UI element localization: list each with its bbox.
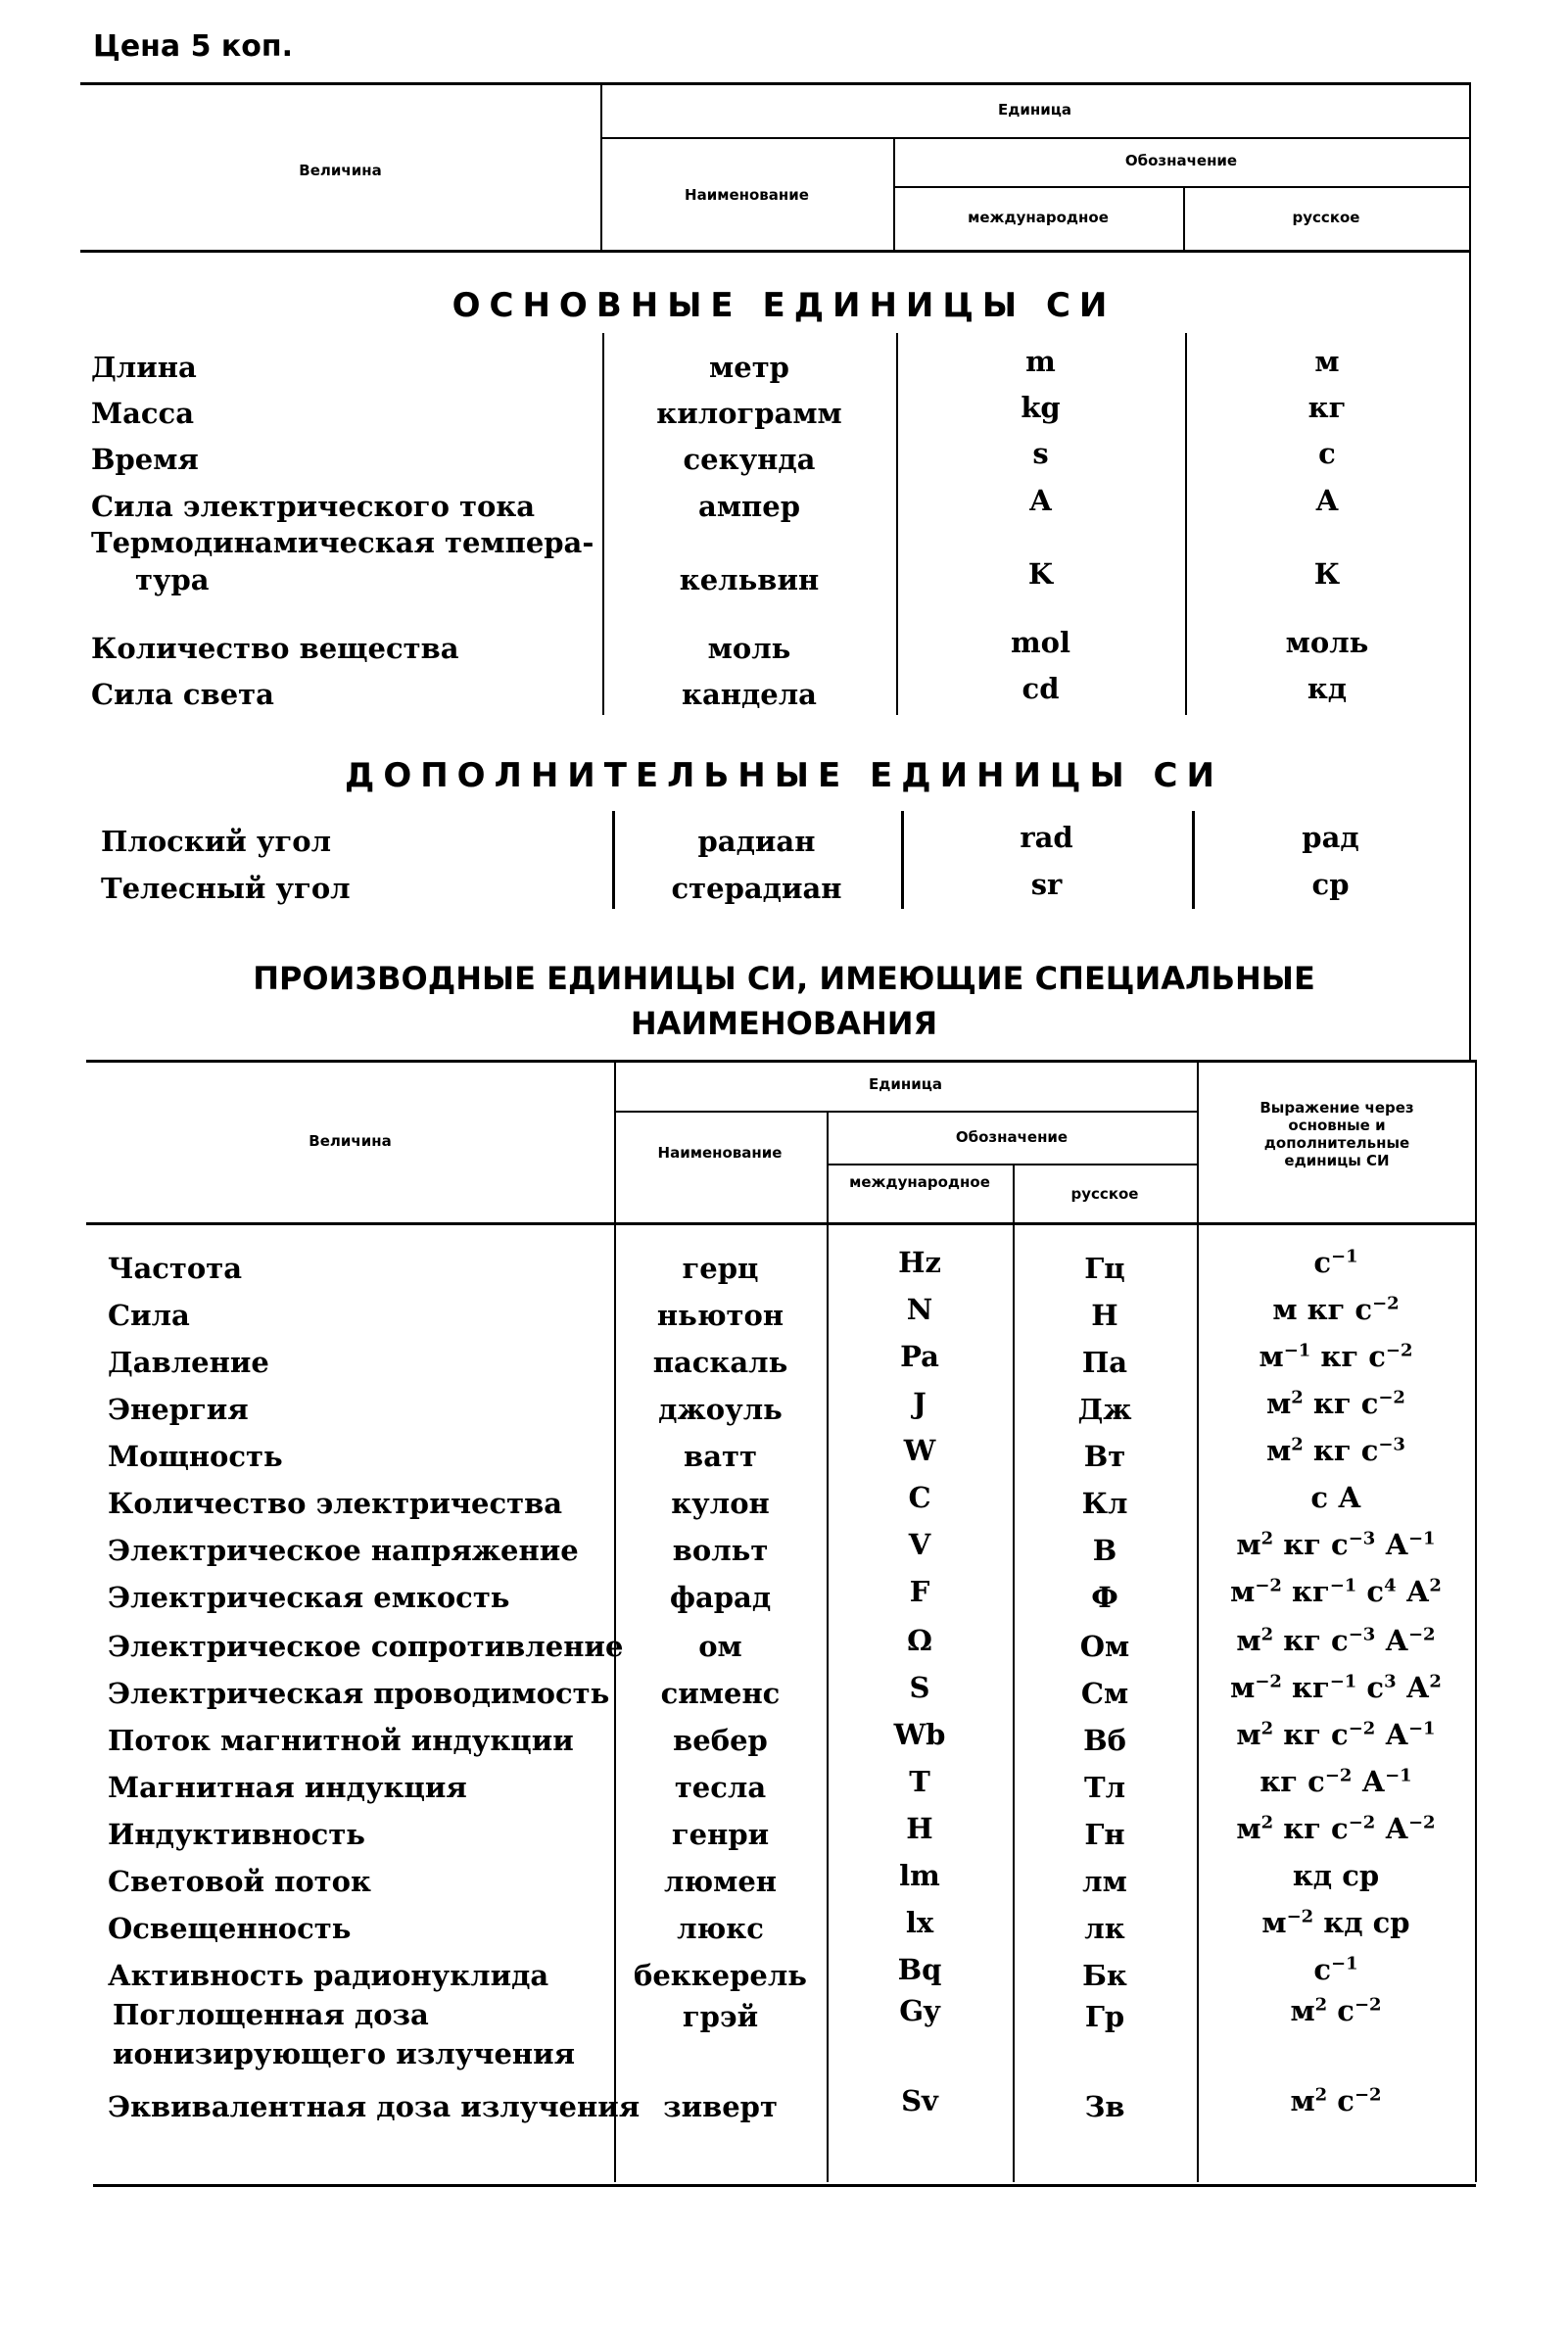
header2-designation: Обозначение <box>955 1128 1069 1146</box>
header2-top-rule <box>86 1060 1477 1063</box>
rus-symbol-cell: лк <box>1084 1912 1125 1945</box>
section-base-title: ОСНОВНЫЕ ЕДИНИЦЫ СИ <box>451 286 1117 325</box>
section-derived-title-line1: ПРОИЗВОДНЫЕ ЕДИНИЦЫ СИ, ИМЕЮЩИЕ СПЕЦИАЛЬНЫЕ <box>253 960 1315 997</box>
intl-symbol-cell: K <box>1027 557 1054 591</box>
intl-symbol-cell: S <box>909 1671 930 1704</box>
si-expression-cell: $м^2$ кг $с^{-2}$ <box>1266 1387 1405 1420</box>
intl-symbol-cell: kg <box>1021 391 1061 424</box>
si-expression-cell: $м^{-2}$ $кг^{-1}$ $с^3$ $А^2$ <box>1230 1671 1442 1704</box>
si-expression-cell: $м^2$ $с^{-2}$ <box>1290 2084 1382 2117</box>
rus-symbol-cell: кд <box>1307 672 1348 705</box>
header1-designation: Обозначение <box>1124 152 1238 169</box>
quantity-cell-cont: тура <box>135 563 210 596</box>
unit-name-cell: метр <box>709 351 789 384</box>
unit-name-cell: вебер <box>673 1724 768 1757</box>
header1-quantity: Величина <box>299 162 382 179</box>
header2-expression: Выражение через основные и дополнительные единицы СИ <box>1259 1099 1414 1169</box>
quantity-cell: Энергия <box>108 1393 249 1426</box>
rus-symbol-cell: рад <box>1302 821 1359 854</box>
quantity-cell: Активность радионуклида <box>108 1959 549 1992</box>
si-expression-cell: $м^{-1}$ кг $с^{-2}$ <box>1259 1340 1413 1373</box>
si-expression-cell: кг $с^{-2}$ $А^{-1}$ <box>1259 1765 1412 1798</box>
price-label: Цена 5 коп. <box>93 29 294 64</box>
quantity-cell: Плоский угол <box>101 825 332 858</box>
unit-name-cell: беккерель <box>634 1959 807 1992</box>
unit-name-cell: моль <box>707 632 791 665</box>
quantity-cell: Сила <box>108 1299 190 1332</box>
unit-name-cell: ватт <box>684 1440 757 1473</box>
si-expression-cell: $м^{-2}$ $кг^{-1}$ $с^4$ $А^2$ <box>1230 1575 1442 1608</box>
header1-bottom-rule <box>80 250 1471 253</box>
si-expression-cell: $м^2$ кг $с^{-2}$ $А^{-1}$ <box>1236 1718 1436 1751</box>
intl-symbol-cell: lx <box>905 1906 934 1939</box>
intl-symbol-cell: H <box>906 1812 933 1845</box>
unit-name-cell: герц <box>682 1252 759 1285</box>
header2-right-border <box>1475 1062 1477 2182</box>
page-right-border <box>1469 250 1471 1063</box>
header1-right-border <box>1469 84 1471 251</box>
quantity-cell: Световой поток <box>108 1865 371 1898</box>
rus-symbol-cell: Вб <box>1083 1724 1126 1757</box>
rus-symbol-cell: м <box>1314 345 1340 378</box>
intl-symbol-cell: Wb <box>893 1718 946 1751</box>
si-expression-cell: $м^2$ кг $с^{-3}$ $А^{-1}$ <box>1236 1528 1436 1561</box>
rus-symbol-cell: Гц <box>1084 1252 1125 1285</box>
header1-unit-rule <box>600 137 1470 139</box>
intl-symbol-cell: J <box>913 1387 927 1420</box>
intl-symbol-cell: Bq <box>897 1953 942 1986</box>
header2-russian: русское <box>1070 1185 1139 1203</box>
unit-name-cell: фарад <box>669 1581 772 1614</box>
intl-symbol-cell: A <box>1029 484 1052 517</box>
rus-symbol-cell: Кл <box>1081 1487 1128 1520</box>
unit-name-cell: ом <box>698 1630 742 1663</box>
quantity-cell: Индуктивность <box>108 1818 365 1851</box>
si-expression-cell: с А <box>1310 1481 1361 1514</box>
intl-symbol-cell: Hz <box>898 1246 941 1279</box>
intl-symbol-cell: mol <box>1010 626 1071 659</box>
rus-symbol-cell: Ф <box>1091 1581 1118 1614</box>
quantity-cell: Магнитная индукция <box>108 1771 467 1804</box>
header2-international: международное <box>849 1173 990 1191</box>
header2-bottom-rule <box>86 1222 1477 1225</box>
rus-symbol-cell: Гр <box>1084 2000 1125 2033</box>
intl-symbol-cell: C <box>908 1481 931 1514</box>
si-expression-cell: $с^{-1}$ <box>1313 1953 1358 1986</box>
intl-symbol-cell: T <box>909 1765 930 1798</box>
rus-symbol-cell: К <box>1313 557 1341 591</box>
rus-symbol-cell: Н <box>1091 1299 1118 1332</box>
header2-name: Наименование <box>657 1144 783 1162</box>
unit-name-cell: люкс <box>677 1912 764 1945</box>
unit-name-cell: тесла <box>674 1771 767 1804</box>
intl-symbol-cell: F <box>909 1575 930 1608</box>
unit-name-cell: ампер <box>698 490 800 523</box>
unit-name-cell: паскаль <box>652 1346 788 1379</box>
unit-name-cell: люмен <box>663 1865 778 1898</box>
unit-name-cell: вольт <box>672 1534 769 1567</box>
unit-name-cell: сименс <box>660 1677 781 1710</box>
si-expression-cell: $м^2$ кг $с^{-2}$ $А^{-2}$ <box>1236 1812 1436 1845</box>
section-additional-title: ДОПОЛНИТЕЛЬНЫЕ ЕДИНИЦЫ СИ <box>345 756 1223 795</box>
header2-unit: Единица <box>869 1075 942 1093</box>
unit-name-cell: стерадиан <box>671 872 842 905</box>
unit-name-cell: кандела <box>682 678 817 711</box>
quantity-cell: Масса <box>91 397 194 430</box>
quantity-cell: Частота <box>108 1252 242 1285</box>
intl-symbol-cell: V <box>908 1528 931 1561</box>
unit-name-cell: джоуль <box>658 1393 783 1426</box>
unit-name-cell: радиан <box>697 825 816 858</box>
header2-unit-rule <box>614 1111 1198 1113</box>
unit-name-cell: секунда <box>683 443 816 476</box>
intl-symbol-cell: cd <box>1022 672 1060 705</box>
rus-symbol-cell: А <box>1315 484 1339 517</box>
unit-name-cell: кулон <box>671 1487 770 1520</box>
quantity-cell: Эквивалентная доза излучения <box>108 2090 641 2123</box>
header1-name: Наименование <box>685 186 809 204</box>
rus-symbol-cell: Па <box>1081 1346 1128 1379</box>
rus-symbol-cell: Вт <box>1083 1440 1126 1473</box>
unit-name-cell: килограмм <box>656 397 842 430</box>
section-derived-title-line2: НАИМЕНОВАНИЯ <box>630 1005 938 1042</box>
unit-name-cell: генри <box>671 1818 770 1851</box>
header1-russian: русское <box>1292 209 1360 226</box>
rus-symbol-cell: Зв <box>1084 2090 1125 2123</box>
rus-symbol-cell: кг <box>1307 391 1347 424</box>
quantity-cell: Электрическая емкость <box>108 1581 510 1614</box>
rus-symbol-cell: Дж <box>1077 1393 1132 1426</box>
rus-symbol-cell: лм <box>1082 1865 1127 1898</box>
quantity-cell: Электрическое сопротивление <box>108 1630 624 1663</box>
rus-symbol-cell: Гн <box>1084 1818 1125 1851</box>
intl-symbol-cell: rad <box>1020 821 1073 854</box>
si-expression-cell: $м^2$ кг $с^{-3}$ <box>1266 1434 1405 1467</box>
intl-symbol-cell: s <box>1032 437 1049 470</box>
header2-quantity: Величина <box>309 1132 392 1150</box>
quantity-cell: Длина <box>91 351 197 384</box>
quantity-cell: Время <box>91 443 199 476</box>
si-expression-cell: кд ср <box>1292 1859 1380 1892</box>
quantity-cell: Телесный угол <box>101 872 351 905</box>
quantity-cell: Мощность <box>108 1440 283 1473</box>
si-expression-cell: м кг $с^{-2}$ <box>1272 1293 1400 1326</box>
quantity-cell: Количество электричества <box>108 1487 563 1520</box>
si-expression-cell: $с^{-1}$ <box>1313 1246 1358 1279</box>
si-expression-cell: $м^2$ $с^{-2}$ <box>1290 1994 1382 2027</box>
intl-symbol-cell: Ω <box>907 1624 932 1657</box>
rus-symbol-cell: моль <box>1285 626 1369 659</box>
quantity-cell: Поглощенная доза <box>113 1998 429 2031</box>
rus-symbol-cell: с <box>1318 437 1336 470</box>
unit-name-cell: кельвин <box>679 563 820 596</box>
rus-symbol-cell: Бк <box>1082 1959 1127 1992</box>
quantity-cell: Электрическое напряжение <box>108 1534 579 1567</box>
rus-symbol-cell: См <box>1080 1677 1129 1710</box>
quantity-cell: Сила света <box>91 678 274 711</box>
quantity-cell: Давление <box>108 1346 269 1379</box>
rus-symbol-cell: Ом <box>1079 1630 1130 1663</box>
intl-symbol-cell: Sv <box>901 2084 938 2117</box>
quantity-cell: Электрическая проводимость <box>108 1677 610 1710</box>
si-expression-cell: $м^{-2}$ кд ср <box>1261 1906 1410 1939</box>
quantity-cell: Сила электрического тока <box>91 490 536 523</box>
header1-unit: Единица <box>998 101 1071 119</box>
intl-symbol-cell: sr <box>1030 868 1063 901</box>
rus-symbol-cell: Тл <box>1083 1771 1126 1804</box>
intl-symbol-cell: m <box>1025 345 1056 378</box>
quantity-cell-cont: ионизирующего излучения <box>113 2037 576 2070</box>
header1-international: международное <box>968 209 1109 226</box>
quantity-cell: Освещенность <box>108 1912 352 1945</box>
intl-symbol-cell: Pa <box>900 1340 939 1373</box>
intl-symbol-cell: N <box>906 1293 933 1326</box>
unit-name-cell: зиверт <box>663 2090 778 2123</box>
quantity-cell: Количество вещества <box>91 632 459 665</box>
intl-symbol-cell: lm <box>899 1859 940 1892</box>
intl-symbol-cell: Gy <box>899 1994 940 2027</box>
si-expression-cell: $м^2$ кг $с^{-3}$ $А^{-2}$ <box>1236 1624 1436 1657</box>
table-bottom-rule <box>93 2184 1476 2187</box>
unit-name-cell: ньютон <box>656 1299 784 1332</box>
quantity-cell: Термодинамическая темпера- <box>91 526 594 559</box>
header1-designation-rule <box>893 186 1470 188</box>
header1-top-rule <box>80 82 1471 85</box>
quantity-cell: Поток магнитной индукции <box>108 1724 574 1757</box>
unit-name-cell: грэй <box>682 2000 759 2033</box>
rus-symbol-cell: В <box>1092 1534 1117 1567</box>
rus-symbol-cell: ср <box>1311 868 1350 901</box>
intl-symbol-cell: W <box>903 1434 936 1467</box>
